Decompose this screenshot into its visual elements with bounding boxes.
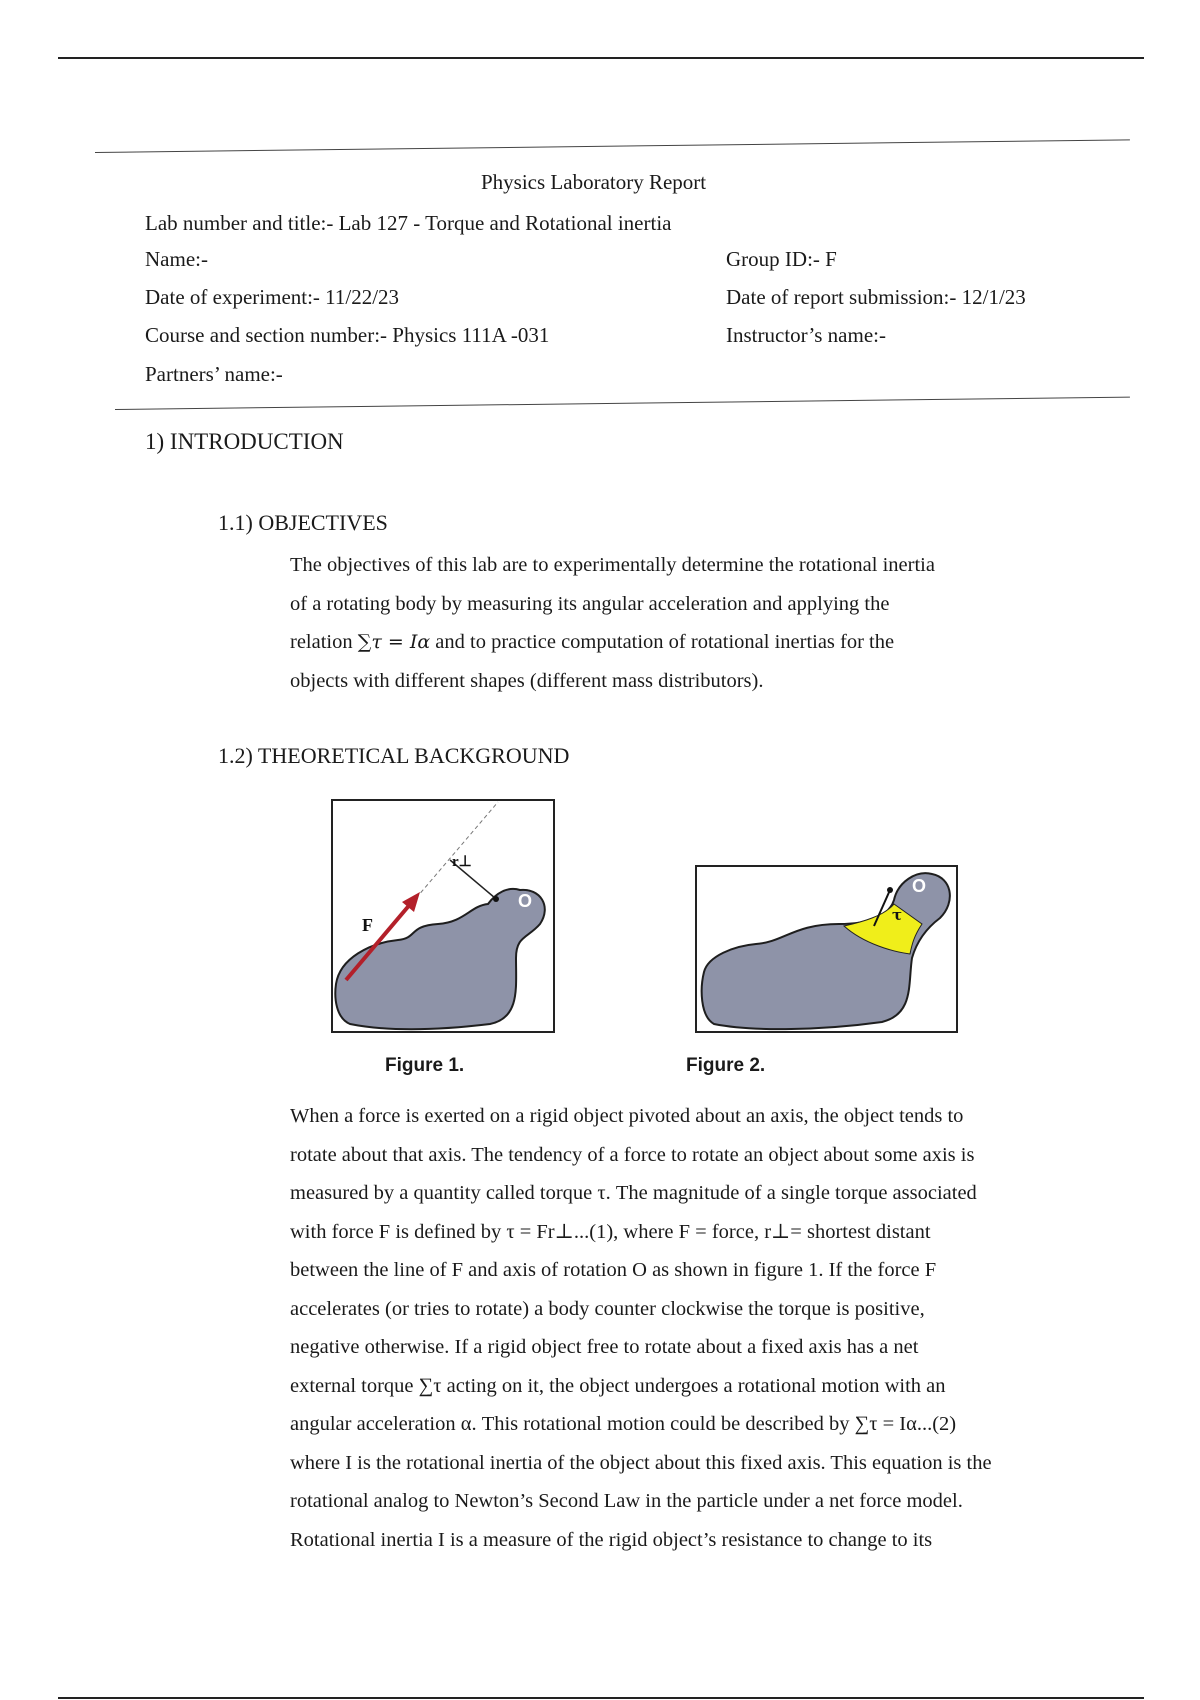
equation-torque-sum: ∑τ = Iα	[357, 631, 431, 653]
page-top-rule	[58, 57, 1144, 59]
page-bottom-rule	[58, 1697, 1144, 1699]
section-introduction: 1) INTRODUCTION	[145, 429, 344, 454]
objectives-line	[290, 623, 935, 662]
figure-1-label-f: F	[362, 915, 373, 935]
figure-2-label-o: O	[912, 876, 927, 896]
instructor-name: Instructor’s name:-	[726, 323, 886, 347]
header-bottom-rule	[115, 397, 1130, 410]
figure-1-label-r: r⊥	[452, 854, 472, 870]
theory-line: with force F is defined by τ = Fr⊥...(1), where F = force, r⊥= shortest distant	[290, 1220, 931, 1243]
theory-line: accelerates (or tries to rotate) a body counter clockwise the torque is positive,	[290, 1297, 925, 1320]
figure-2-label-tau: τ	[892, 906, 903, 924]
figure-2-caption: Figure 2.	[686, 1055, 766, 1076]
section-objectives: 1.1) OBJECTIVES	[218, 510, 388, 535]
report-title: Physics Laboratory Report	[481, 170, 707, 194]
figure-2-axis-dot	[887, 887, 893, 893]
lab-title: Lab number and title:- Lab 127 - Torque and Rotational inertia	[145, 211, 672, 235]
figure-2	[694, 864, 959, 1034]
objectives-line: The objectives of this lab are to experimentally determine the rotational inertia	[290, 554, 935, 576]
header-top-rule	[95, 139, 1130, 153]
objectives-line: of a rotating body by measuring its angular acceleration and applying the	[290, 592, 890, 615]
group-id: Group ID:- F	[726, 247, 837, 271]
theory-line: external torque ∑τ acting on it, the object undergoes a rotational motion with an	[290, 1374, 946, 1397]
figure-1-caption: Figure 1.	[385, 1055, 465, 1076]
figure-1-axis-dot	[493, 896, 499, 902]
figure-1	[330, 798, 558, 1034]
theory-line: rotational analog to Newton’s Second Law in the particle under a net force model.	[290, 1490, 963, 1512]
theory-line: measured by a quantity called torque τ. The magnitude of a single torque associated	[290, 1182, 977, 1204]
theory-line: negative otherwise. If a rigid object free to rotate about a fixed axis has a net	[290, 1336, 919, 1358]
partners-name: Partners’ name:-	[145, 362, 283, 386]
objectives-text: and to practice computation of rotational inertias for the	[430, 631, 895, 653]
theory-paragraph	[290, 1097, 992, 1559]
section-theoretical-background: 1.2) THEORETICAL BACKGROUND	[218, 743, 570, 768]
date-of-experiment: Date of experiment:- 11/22/23	[145, 285, 400, 309]
theory-line: When a force is exerted on a rigid object pivoted about an axis, the object tends to	[290, 1105, 964, 1127]
theory-line: Rotational inertia I is a measure of the rigid object’s resistance to change to its	[290, 1528, 933, 1551]
objectives-paragraph	[290, 546, 935, 700]
figure-1-label-o: O	[518, 891, 533, 911]
objectives-line: objects with different shapes (different mass distributors).	[290, 669, 764, 692]
date-of-submission: Date of report submission:- 12/1/23	[726, 285, 1026, 309]
theory-line: angular acceleration α. This rotational motion could be described by ∑τ = Iα...(2)	[290, 1413, 957, 1435]
course-section: Course and section number:- Physics 111A -031	[145, 323, 550, 347]
objectives-text: relation	[290, 631, 358, 653]
theory-line: between the line of F and axis of rotation O as shown in figure 1. If the force F	[290, 1259, 937, 1281]
student-name: Name:-	[145, 247, 208, 271]
theory-line: where I is the rotational inertia of the object about this fixed axis. This equation is the	[290, 1451, 992, 1474]
theory-line: rotate about that axis. The tendency of a force to rotate an object about some axis is	[290, 1143, 975, 1166]
